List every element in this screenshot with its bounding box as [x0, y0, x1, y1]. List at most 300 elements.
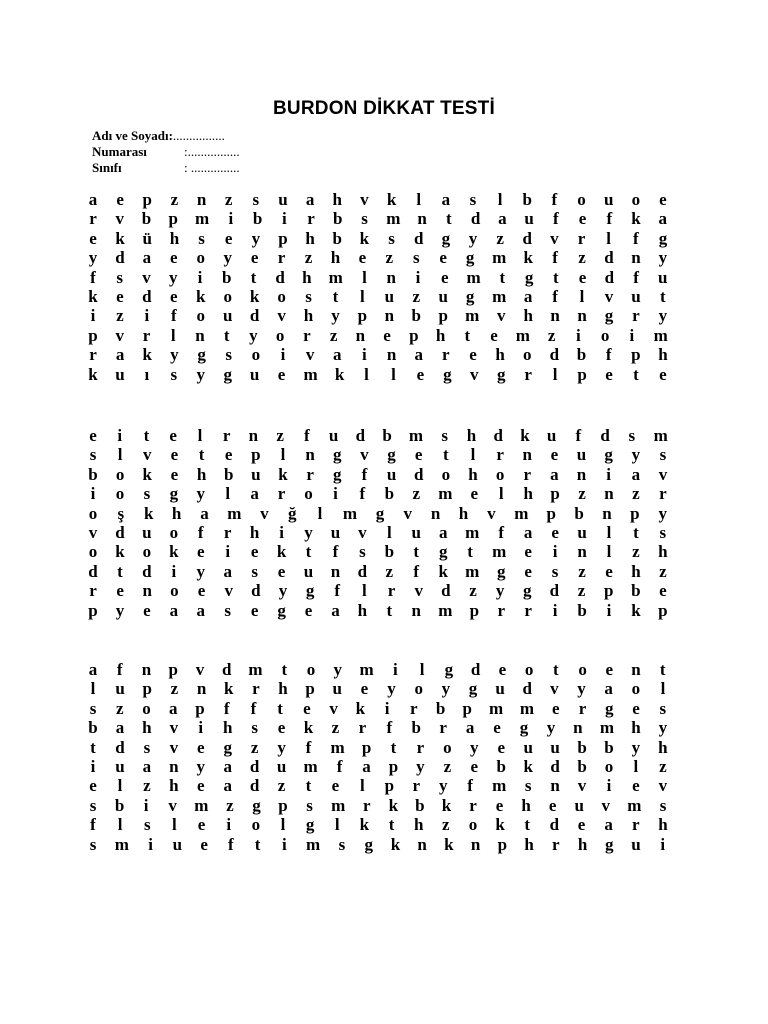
letter: d	[413, 464, 424, 484]
letter: b	[221, 267, 232, 287]
letter: f	[361, 464, 368, 484]
letter: t	[277, 698, 283, 718]
letter: r	[469, 795, 477, 815]
letter: e	[632, 776, 640, 796]
letter-row	[88, 365, 668, 384]
letter: v	[604, 287, 614, 306]
letter: a	[168, 698, 178, 718]
letter: a	[441, 190, 451, 209]
letter: y	[631, 737, 641, 757]
letter: h	[196, 464, 207, 484]
letter: m	[492, 776, 507, 796]
letter: b	[604, 737, 614, 757]
letter: n	[142, 581, 153, 601]
letter: g	[604, 445, 613, 465]
letter: f	[359, 484, 366, 504]
letter: u	[115, 364, 125, 384]
letter: u	[386, 464, 397, 484]
letter: s	[388, 228, 395, 248]
letter: v	[168, 795, 177, 815]
letter: f	[228, 834, 234, 854]
letter: r	[523, 464, 532, 484]
letter: p	[409, 325, 419, 345]
letter-row	[88, 326, 668, 345]
letter: p	[497, 834, 508, 854]
letter: a	[631, 464, 641, 484]
letter: n	[550, 306, 560, 326]
letter: e	[197, 815, 206, 835]
letter: a	[331, 600, 340, 620]
letter: f	[305, 737, 312, 757]
letter: r	[223, 523, 232, 542]
letter: k	[142, 345, 153, 365]
letter: v	[88, 523, 98, 542]
letter: o	[414, 679, 423, 699]
letter: h	[303, 306, 314, 326]
letter: y	[196, 757, 205, 776]
letter: r	[303, 325, 311, 345]
letter: z	[632, 484, 640, 504]
letter: h	[302, 267, 312, 287]
letter: y	[196, 364, 205, 384]
letter: v	[277, 306, 286, 326]
letter: a	[115, 718, 125, 738]
letter: n	[430, 503, 441, 523]
letter: g	[444, 660, 454, 679]
letter: a	[658, 209, 668, 229]
letter: e	[498, 660, 507, 679]
letter: v	[358, 523, 367, 542]
letter: b	[576, 345, 587, 365]
letter: g	[605, 698, 614, 718]
letter: r	[442, 345, 450, 365]
letter: a	[142, 757, 152, 776]
letter: f	[116, 660, 123, 679]
letter: y	[546, 718, 556, 738]
letter: a	[438, 523, 448, 542]
letter-row	[88, 562, 668, 581]
letter: p	[88, 600, 98, 620]
letter: o	[170, 581, 179, 601]
letter: i	[333, 484, 338, 504]
letter: ı	[144, 364, 150, 384]
letter: y	[416, 757, 425, 776]
letter: i	[225, 542, 231, 562]
letter: g	[387, 445, 396, 465]
letter: p	[546, 503, 556, 523]
letter: p	[361, 737, 372, 757]
letter: s	[338, 834, 346, 854]
letter: n	[195, 325, 205, 345]
letter: y	[658, 306, 668, 326]
letter: a	[169, 600, 179, 620]
letter: y	[304, 523, 313, 542]
letter: a	[333, 345, 342, 365]
letter: k	[278, 464, 288, 484]
letter: y	[249, 325, 258, 345]
letter: g	[523, 581, 532, 601]
letter: l	[170, 325, 176, 345]
letter: b	[384, 542, 395, 562]
letter: r	[524, 600, 532, 620]
letter: u	[328, 426, 339, 445]
letter: m	[465, 561, 480, 581]
letter: l	[360, 776, 365, 796]
letter: y	[168, 267, 178, 287]
letter: v	[142, 267, 151, 287]
letter: f	[552, 287, 558, 306]
letter: y	[333, 660, 343, 679]
letter: k	[88, 287, 98, 306]
letter: h	[658, 737, 668, 757]
letter: s	[89, 445, 97, 465]
letter: s	[359, 542, 366, 562]
letter: o	[468, 815, 478, 835]
letter: d	[142, 287, 152, 306]
letter: g	[519, 718, 529, 738]
letter: p	[462, 698, 473, 718]
letter: r	[222, 426, 231, 445]
letter: y	[495, 581, 505, 601]
letter: d	[549, 815, 560, 835]
letter: e	[659, 581, 667, 601]
letter: o	[577, 190, 586, 209]
letter: l	[470, 445, 476, 465]
letter: p	[305, 679, 315, 699]
letter: m	[194, 795, 209, 815]
letter: f	[575, 426, 582, 445]
letter: d	[600, 426, 610, 445]
letter: p	[438, 306, 448, 326]
letter: e	[89, 228, 97, 248]
letter: d	[604, 248, 614, 268]
letter: u	[332, 679, 342, 699]
letter: n	[417, 834, 427, 854]
letter: e	[493, 718, 501, 738]
letter: k	[438, 561, 448, 581]
letter: s	[524, 776, 532, 796]
letter: p	[88, 325, 98, 345]
letter: h	[278, 679, 288, 699]
letter: s	[116, 267, 124, 287]
letter: ğ	[287, 503, 297, 523]
letter: r	[89, 581, 97, 601]
letter-row	[88, 426, 668, 445]
letter: y	[196, 561, 205, 581]
letter: e	[414, 445, 423, 465]
letter: m	[492, 542, 507, 562]
letter: t	[332, 287, 339, 306]
number-value: :................	[184, 144, 240, 159]
letter-row	[88, 776, 668, 795]
letter: a	[498, 209, 507, 229]
letter: b	[631, 581, 641, 601]
letter: n	[386, 345, 397, 365]
letter-row	[88, 523, 668, 542]
letter: t	[442, 445, 449, 465]
letter: z	[170, 190, 179, 209]
letter: g	[305, 815, 315, 835]
letter: n	[384, 306, 395, 326]
name-value: ................	[172, 128, 225, 143]
letter: l	[362, 581, 367, 601]
letter: m	[465, 523, 480, 542]
letter: n	[386, 267, 396, 287]
letter-row	[88, 287, 668, 306]
letter: r	[306, 464, 314, 484]
letter: b	[415, 795, 425, 815]
letter: n	[196, 190, 207, 209]
letter: l	[225, 484, 231, 504]
letter: h	[413, 815, 424, 835]
letter-row	[88, 229, 668, 248]
letter: h	[357, 600, 368, 620]
letter: i	[90, 484, 96, 504]
letter: v	[658, 464, 668, 484]
letter: a	[465, 718, 475, 738]
letter: o	[142, 698, 151, 718]
letter-row	[88, 190, 668, 209]
letter: b	[88, 718, 98, 738]
letter: h	[171, 503, 182, 523]
letter: y	[387, 679, 396, 699]
letter: m	[653, 426, 668, 445]
letter: u	[411, 523, 421, 542]
letter: h	[142, 718, 152, 738]
letter: v	[470, 364, 479, 384]
letter: z	[304, 248, 313, 268]
letter: t	[446, 209, 452, 229]
letter: r	[632, 815, 640, 835]
letter: k	[334, 364, 345, 384]
letter: b	[384, 484, 395, 504]
letter: o	[115, 484, 125, 504]
letter: u	[115, 757, 125, 776]
letter: r	[524, 364, 532, 384]
letter: b	[252, 209, 263, 229]
letter: g	[333, 445, 342, 465]
letter: s	[305, 287, 312, 306]
letter: a	[250, 484, 259, 504]
letter: n	[631, 660, 641, 679]
letter-row	[88, 738, 668, 757]
letter: h	[523, 484, 533, 504]
letter: y	[196, 484, 205, 504]
letter: v	[550, 679, 559, 699]
letter: n	[573, 718, 583, 738]
letter: f	[336, 757, 343, 776]
letter: y	[251, 228, 261, 248]
letter: p	[168, 209, 178, 229]
letter: l	[364, 364, 369, 384]
letter: z	[329, 325, 338, 345]
letter: o	[277, 287, 286, 306]
letter: l	[386, 523, 392, 542]
letter: b	[435, 698, 446, 718]
letter: f	[223, 698, 230, 718]
letter: r	[416, 737, 425, 757]
letter: l	[117, 445, 123, 465]
letter: a	[115, 345, 125, 365]
letter: v	[403, 503, 413, 523]
letter: o	[524, 660, 534, 679]
letter: e	[196, 776, 205, 796]
letter: y	[658, 503, 667, 523]
letter-row	[88, 445, 668, 464]
letter: k	[386, 190, 397, 209]
letter: a	[550, 464, 559, 484]
letter: h	[435, 325, 446, 345]
letter: u	[303, 561, 314, 581]
letter: o	[304, 484, 313, 504]
letter: e	[439, 248, 447, 268]
letter: z	[469, 581, 477, 601]
letter: m	[492, 248, 507, 268]
letter: b	[141, 209, 152, 229]
letter: i	[384, 698, 390, 718]
letter-row	[88, 660, 668, 679]
letter: s	[143, 484, 151, 504]
letter: r	[439, 718, 447, 738]
letter: p	[577, 364, 587, 384]
letter: s	[659, 698, 667, 718]
letter: e	[469, 345, 477, 365]
letter: g	[305, 581, 315, 601]
letter: e	[250, 600, 259, 620]
letter: n	[411, 600, 421, 620]
class-value: : ...............	[184, 160, 240, 175]
letter: d	[275, 267, 285, 287]
letter-row	[88, 679, 668, 698]
letter: u	[142, 523, 152, 542]
letter: a	[88, 190, 98, 209]
letter: a	[223, 561, 232, 581]
letter: t	[390, 737, 397, 757]
letter: y	[170, 345, 179, 365]
letter: n	[417, 209, 427, 229]
letter: l	[172, 815, 177, 835]
letter: o	[169, 523, 179, 542]
letter: m	[359, 660, 374, 679]
letter: m	[331, 795, 346, 815]
letter: t	[660, 287, 666, 306]
letter: k	[359, 815, 370, 835]
letter: n	[169, 757, 179, 776]
letter: d	[142, 561, 152, 581]
letter: e	[170, 464, 179, 484]
letter: k	[390, 834, 401, 854]
letter: l	[660, 679, 666, 699]
letter: i	[606, 776, 612, 796]
letter: k	[249, 287, 260, 306]
letter: d	[355, 426, 366, 445]
letter: b	[411, 306, 421, 326]
letter: z	[115, 698, 124, 718]
letter: i	[281, 209, 287, 229]
letter: b	[114, 795, 125, 815]
letter: r	[496, 445, 504, 465]
letter: e	[170, 287, 178, 306]
letter: i	[280, 345, 286, 365]
letter: u	[384, 287, 395, 306]
letter: d	[115, 523, 125, 542]
letter: e	[277, 364, 286, 384]
letter: l	[317, 503, 323, 523]
letter: r	[358, 718, 367, 738]
letter: r	[252, 679, 260, 699]
letter: o	[306, 660, 316, 679]
letter: m	[248, 660, 263, 679]
letter: h	[523, 306, 533, 326]
letter: o	[441, 464, 451, 484]
letter: n	[604, 484, 614, 504]
letter: y	[277, 737, 286, 757]
letter: f	[633, 267, 639, 287]
letter: s	[412, 248, 420, 268]
letter: v	[169, 737, 179, 757]
letter: e	[200, 834, 208, 854]
letter: u	[438, 287, 448, 306]
letter-row	[88, 209, 668, 228]
letter: e	[304, 600, 313, 620]
letter: g	[333, 464, 342, 484]
letter: g	[364, 834, 373, 854]
letter: v	[487, 503, 496, 523]
letter: h	[658, 345, 668, 365]
letter: f	[304, 426, 310, 445]
letter: k	[169, 542, 179, 562]
letter: z	[385, 561, 394, 581]
letter: s	[143, 815, 151, 835]
letter: n	[631, 248, 641, 268]
number-label: Numarası	[92, 144, 147, 159]
letter: k	[115, 228, 125, 248]
letter: o	[631, 190, 641, 209]
letter: t	[305, 542, 312, 562]
letter: g	[605, 834, 614, 854]
letter: g	[524, 267, 534, 287]
letter: f	[605, 345, 612, 365]
letter: s	[361, 209, 368, 229]
letter: i	[415, 267, 421, 287]
letter: o	[275, 325, 285, 345]
letter: f	[498, 523, 505, 542]
letter: g	[496, 364, 506, 384]
letter: g	[441, 228, 451, 248]
letter: r	[277, 484, 286, 504]
letter: f	[606, 209, 613, 229]
letter: f	[552, 209, 559, 229]
letter: e	[303, 698, 311, 718]
letter: o	[578, 660, 587, 679]
letter: d	[115, 737, 125, 757]
letter: z	[412, 484, 421, 504]
letter: r	[142, 325, 151, 345]
letter: h	[495, 345, 505, 365]
letter: i	[362, 345, 367, 365]
letter: i	[197, 267, 203, 287]
letter: i	[279, 523, 284, 542]
letter: n	[577, 306, 587, 326]
letter: o	[495, 464, 505, 484]
letter: i	[576, 325, 581, 345]
letter: u	[495, 679, 505, 699]
letter: e	[250, 542, 259, 562]
letter: b	[333, 209, 343, 229]
letter: l	[606, 523, 612, 542]
letter-row	[88, 601, 668, 620]
letter: t	[305, 776, 312, 796]
